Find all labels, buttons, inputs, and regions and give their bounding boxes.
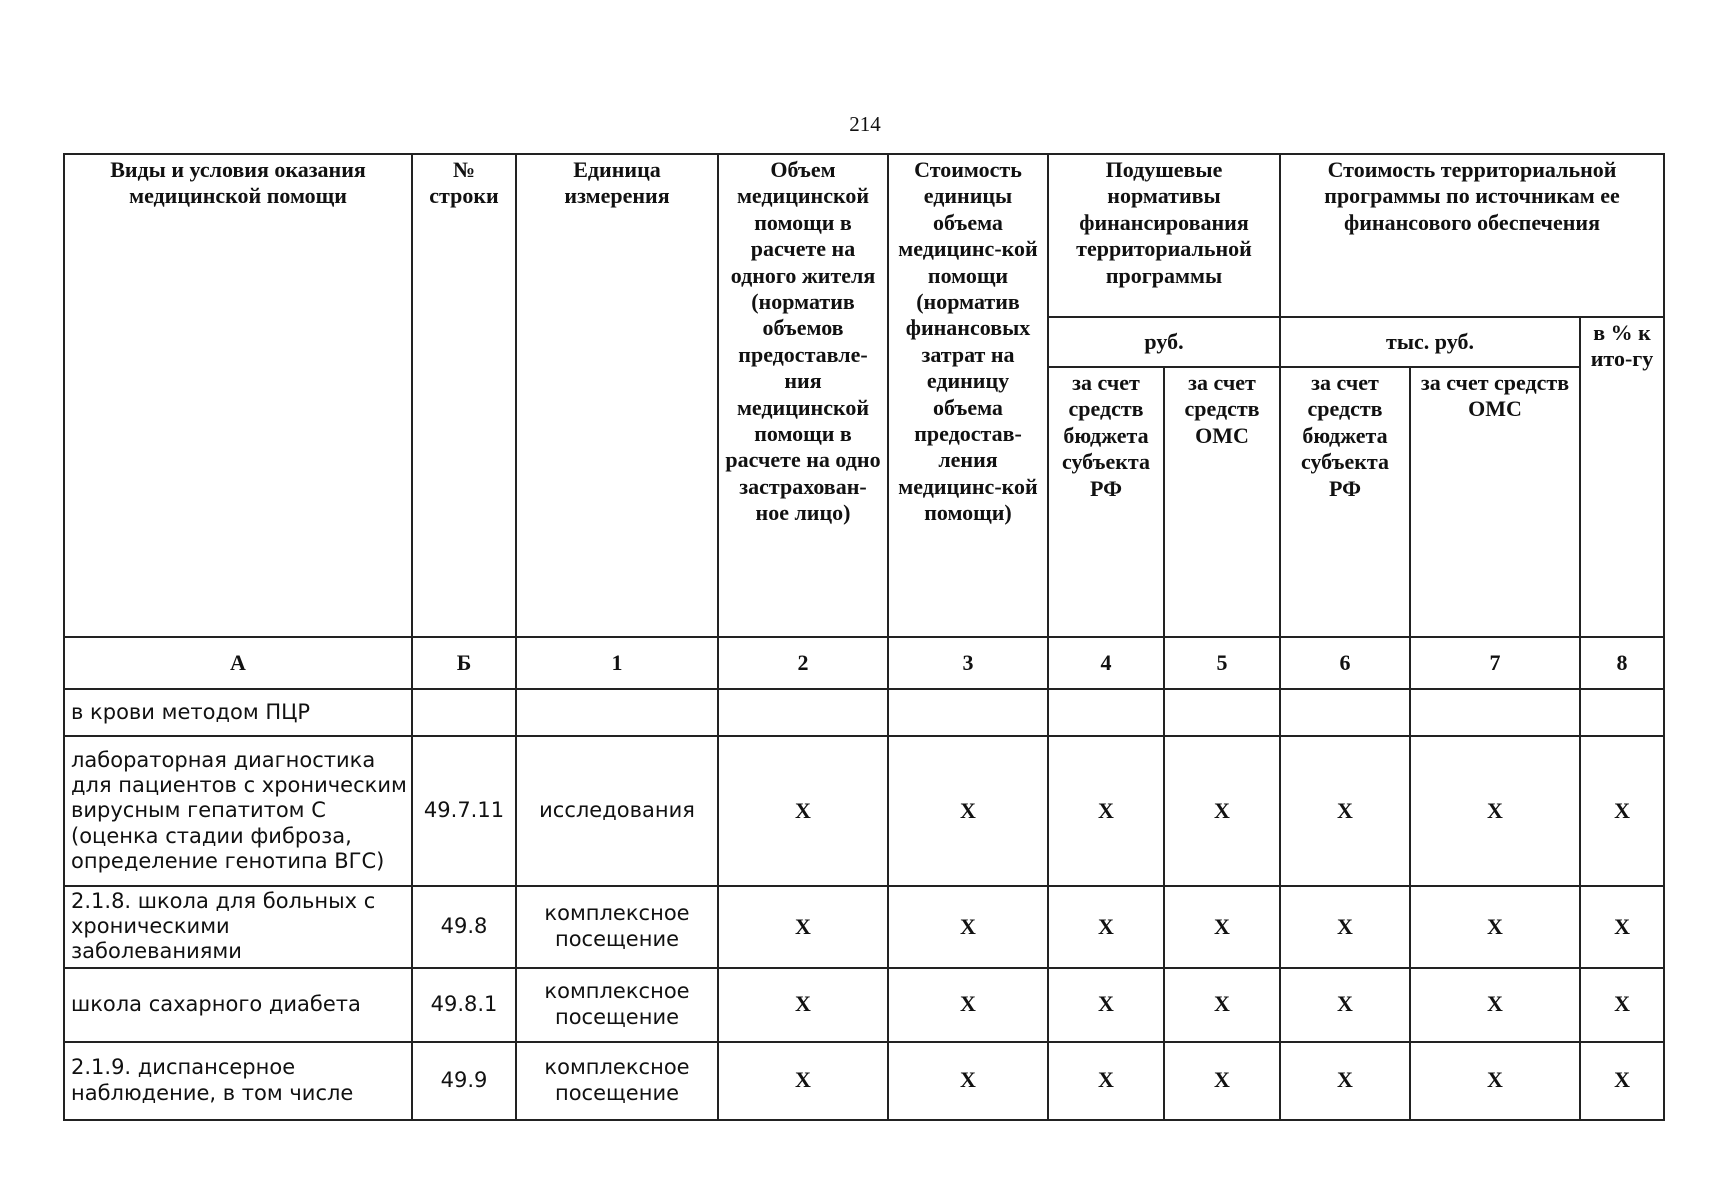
row-unit: комплексное посещение <box>516 1042 718 1120</box>
row-value: Х <box>888 886 1048 968</box>
row-value <box>1164 689 1280 736</box>
row-number: 49.7.11 <box>412 736 516 886</box>
row-value: Х <box>1164 968 1280 1042</box>
financing-table <box>63 153 1665 1121</box>
row-value <box>1410 689 1580 736</box>
table-row <box>64 736 1664 886</box>
table-row <box>64 968 1664 1042</box>
row-unit: исследования <box>516 736 718 886</box>
row-value: Х <box>1410 968 1580 1042</box>
header-row-1 <box>64 154 1664 317</box>
row-name: лабораторная диагностика для пациентов с хроническим вирусным гепатитом С (оценка стадии фиброза, определение генотипа ВГС) <box>64 736 412 886</box>
header-budget-rub: за счет средств бюджета субъекта РФ <box>1048 367 1164 637</box>
index-cell: 5 <box>1164 637 1280 689</box>
index-cell: 6 <box>1280 637 1410 689</box>
row-value: Х <box>1280 736 1410 886</box>
header-volume: Объем медицинской помощи в расчете на одного жителя (норматив объемов предоставле-ния медицинской помощи в расчете на одно застрахован-ное лицо) <box>718 154 888 637</box>
row-value: Х <box>1164 1042 1280 1120</box>
row-value <box>1048 689 1164 736</box>
header-per-capita-group: Подушевые нормативы финансирования территориальной программы <box>1048 154 1280 317</box>
row-value: Х <box>718 968 888 1042</box>
row-value <box>718 689 888 736</box>
row-value: Х <box>1410 736 1580 886</box>
row-value: Х <box>718 736 888 886</box>
header-percent: в % к ито-гу <box>1580 317 1664 637</box>
header-program-cost-group: Стоимость территориальной программы по источникам ее финансового обеспечения <box>1280 154 1664 317</box>
table-row <box>64 1042 1664 1120</box>
row-value: Х <box>1048 968 1164 1042</box>
row-number: 49.9 <box>412 1042 516 1120</box>
row-value: Х <box>1410 886 1580 968</box>
row-number <box>412 689 516 736</box>
row-unit: комплексное посещение <box>516 886 718 968</box>
header-oms-thousand: за счет средств ОМС <box>1410 367 1580 637</box>
row-value: Х <box>1410 1042 1580 1120</box>
row-value <box>888 689 1048 736</box>
index-cell: А <box>64 637 412 689</box>
row-value: Х <box>718 886 888 968</box>
row-unit: комплексное посещение <box>516 968 718 1042</box>
row-value <box>1280 689 1410 736</box>
index-cell: 7 <box>1410 637 1580 689</box>
row-value: Х <box>718 1042 888 1120</box>
row-value: Х <box>1280 968 1410 1042</box>
row-name: 2.1.8. школа для больных с хроническими заболеваниями <box>64 886 412 968</box>
row-value: Х <box>1048 1042 1164 1120</box>
page-number: 214 <box>849 112 881 136</box>
row-number: 49.8 <box>412 886 516 968</box>
row-value: Х <box>1580 968 1664 1042</box>
row-value: Х <box>888 1042 1048 1120</box>
index-cell: 8 <box>1580 637 1664 689</box>
index-row <box>64 637 1664 689</box>
row-value: Х <box>1164 886 1280 968</box>
row-value: Х <box>1164 736 1280 886</box>
row-name: 2.1.9. диспансерное наблюдение, в том числе <box>64 1042 412 1120</box>
header-oms-rub: за счет средств ОМС <box>1164 367 1280 637</box>
header-rub: руб. <box>1048 317 1280 367</box>
row-unit <box>516 689 718 736</box>
row-value <box>1580 689 1664 736</box>
header-unit: Единица измерения <box>516 154 718 637</box>
row-value: Х <box>1580 1042 1664 1120</box>
row-value: Х <box>1048 886 1164 968</box>
row-name: школа сахарного диабета <box>64 968 412 1042</box>
table-row <box>64 689 1664 736</box>
row-name: в крови методом ПЦР <box>64 689 412 736</box>
row-value: Х <box>1048 736 1164 886</box>
header-row-number: № строки <box>412 154 516 637</box>
index-cell: 4 <box>1048 637 1164 689</box>
row-value: Х <box>888 736 1048 886</box>
index-cell: Б <box>412 637 516 689</box>
row-value: Х <box>1280 886 1410 968</box>
row-value: Х <box>1580 886 1664 968</box>
row-value: Х <box>1280 1042 1410 1120</box>
index-cell: 2 <box>718 637 888 689</box>
table-row <box>64 886 1664 968</box>
row-number: 49.8.1 <box>412 968 516 1042</box>
index-cell: 3 <box>888 637 1048 689</box>
header-thousand-rub: тыс. руб. <box>1280 317 1580 367</box>
header-kinds: Виды и условия оказания медицинской помощи <box>64 154 412 637</box>
index-cell: 1 <box>516 637 718 689</box>
row-value: Х <box>1580 736 1664 886</box>
row-value: Х <box>888 968 1048 1042</box>
header-budget-thousand: за счет средств бюджета субъекта РФ <box>1280 367 1410 637</box>
header-unit-cost: Стоимость единицы объема медицинс-кой помощи (норматив финансовых затрат на единицу объема предостав-ления медицинс-кой помощи) <box>888 154 1048 637</box>
